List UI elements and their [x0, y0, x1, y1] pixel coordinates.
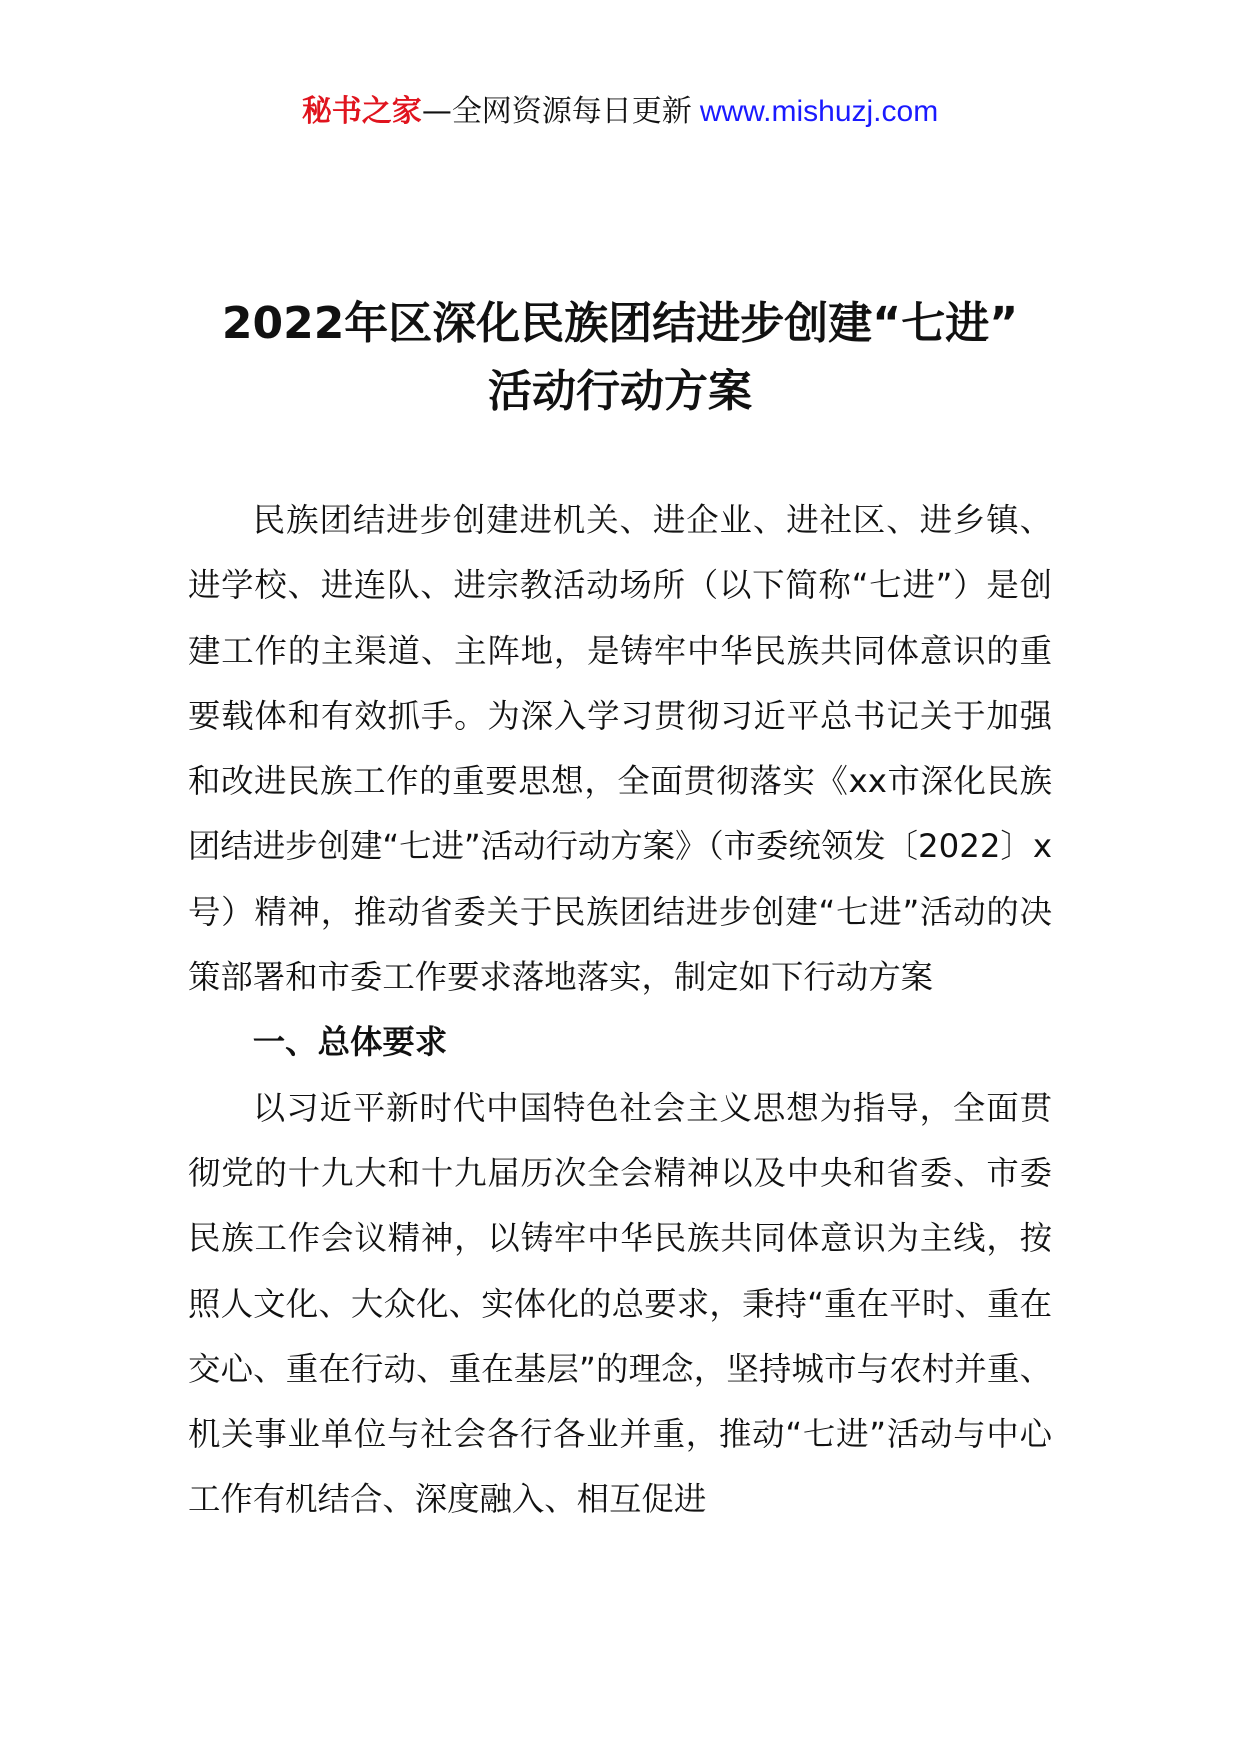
document-body [188, 488, 1052, 1533]
document-title [150, 290, 1090, 426]
section-heading: 一、总体要求 [252, 1023, 448, 1062]
brand-name: 秘书之家 [301, 94, 422, 129]
site-watermark-header [0, 92, 1240, 132]
brand-tagline: —全网资源每日更新 [421, 94, 692, 129]
title-line-1: 2022年区深化民族团结进步创建“七进” [221, 298, 1019, 349]
title-line-2: 活动行动方案 [488, 366, 752, 417]
intro-paragraph: 民族团结进步创建进机关、进企业、进社区、进乡镇、进学校、进连队、进宗教活动场所（以下简称“七进”）是创建工作的主渠道、主阵地，是铸牢中华民族共同体意识的重要载体和有效抓手。为深入学习贯彻习近平总书记关于加强和改进民族工作的重要思想，全面贯彻落实《xx市深化民族团结进步创建“七进”活动行动方案》（市委统领发〔2022〕x号）精神，推动省委关于民族团结进步创建“七进”活动的决策部署和市委工作要求落地落实，制定如下行动方案 [188, 501, 1052, 997]
section-paragraph: 以习近平新时代中国特色社会主义思想为指导，全面贯彻党的十九大和十九届历次全会精神以及中央和省委、市委民族工作会议精神，以铸牢中华民族共同体意识为主线，按照人文化、大众化、实体化的总要求，秉持“重在平时、重在交心、重在行动、重在基层”的理念，坚持城市与农村并重、机关事业单位与社会各行各业并重，推动“七进”活动与中心工作有机结合、深度融入、相互促进 [188, 1088, 1052, 1519]
site-url[interactable]: www.mishuzj.com [699, 95, 939, 128]
